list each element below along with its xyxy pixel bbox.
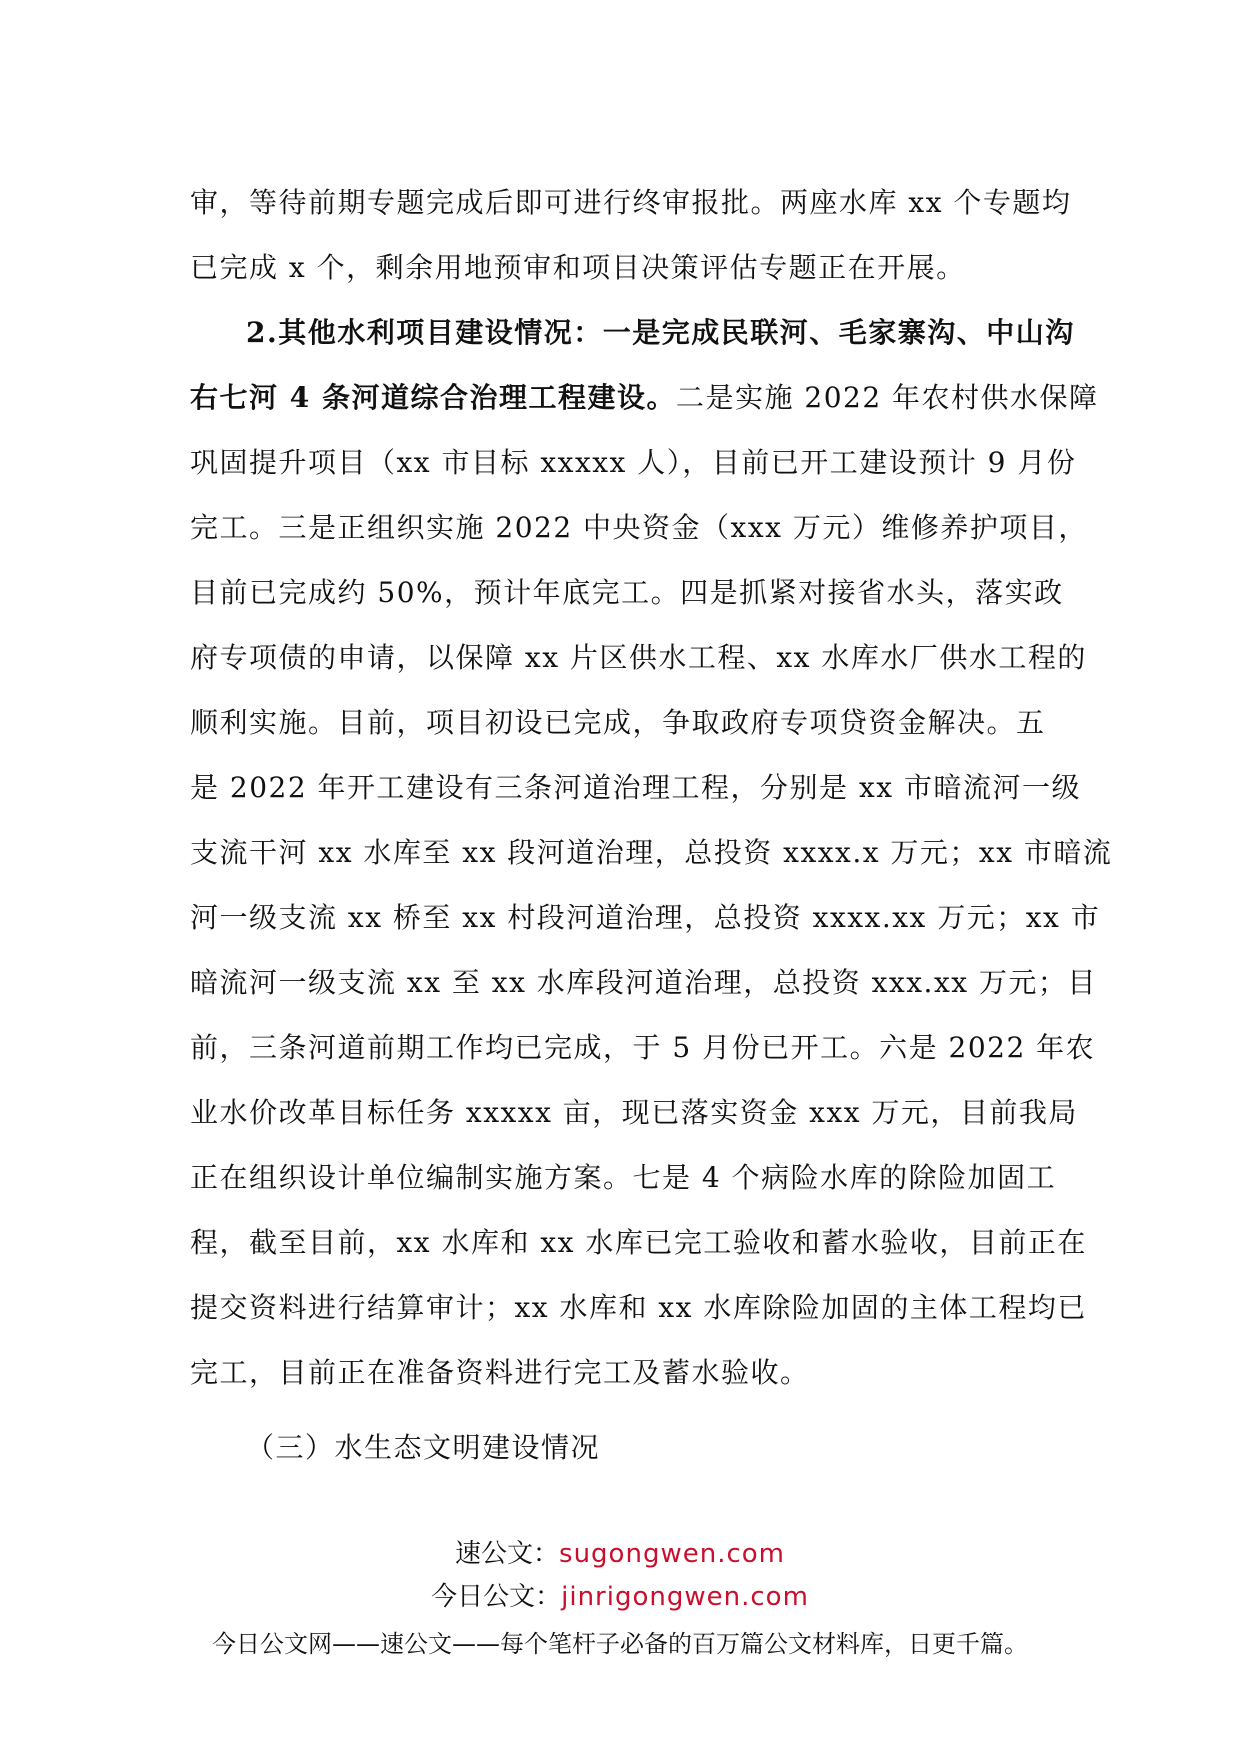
paragraph-line: 已完成 x 个，剩余用地预审和项目决策评估专题正在开展。 — [190, 251, 966, 284]
section-heading: （三）水生态文明建设情况 — [246, 1431, 601, 1464]
footer-link-sugongwen[interactable]: sugongwen.com — [559, 1539, 785, 1569]
paragraph-line: 河一级支流 xx 桥至 xx 村段河道治理，总投资 xxxx.xx 万元；xx 市 — [190, 901, 1101, 934]
paragraph-line: 完工，目前正在准备资料进行完工及蓄水验收。 — [190, 1356, 810, 1389]
paragraph-text: 二是实施 2022 年农村供水保障 — [675, 381, 1099, 414]
paragraph-line — [190, 300, 1075, 365]
paragraph-line: 正在组织设计单位编制实施方案。七是 4 个病险水库的除险加固工 — [190, 1161, 1057, 1194]
paragraph-line: 是 2022 年开工建设有三条河道治理工程，分别是 xx 市暗流河一级 — [190, 771, 1081, 804]
paragraph-line: 暗流河一级支流 xx 至 xx 水库段河道治理，总投资 xxx.xx 万元；目 — [190, 966, 1097, 999]
paragraph-line: 支流干河 xx 水库至 xx 段河道治理，总投资 xxxx.x 万元；xx 市暗流 — [190, 836, 1113, 869]
paragraph-line: 目前已完成约 50%，预计年底完工。四是抓紧对接省水头，落实政 — [190, 576, 1064, 609]
paragraph-line: 提交资料进行结算审计；xx 水库和 xx 水库除险加固的主体工程均已 — [190, 1291, 1087, 1324]
footer-line-jinrigongwen — [0, 1578, 1240, 1616]
paragraph-line: 完工。三是正组织实施 2022 中央资金（xxx 万元）维修养护项目， — [190, 511, 1088, 544]
paragraph-line: 前，三条河道前期工作均已完成，于 5 月份已开工。六是 2022 年农 — [190, 1031, 1096, 1064]
footer-label: 速公文： — [455, 1539, 560, 1569]
paragraph-line: 审，等待前期专题完成后即可进行终审报批。两座水库 xx 个专题均 — [190, 186, 1072, 219]
footer-label: 今日公文： — [431, 1582, 562, 1612]
paragraph-line: 府专项债的申请，以保障 xx 片区供水工程、xx 水库水厂供水工程的 — [190, 641, 1087, 674]
bold-heading-text: 2.其他水利项目建设情况：一是完成民联河、毛家寨沟、中山沟 — [246, 316, 1075, 349]
paragraph-line: 顺利实施。目前，项目初设已完成，争取政府专项贷资金解决。五 — [190, 706, 1046, 739]
paragraph-line: 程，截至目前，xx 水库和 xx 水库已完工验收和蓄水验收，目前正在 — [190, 1226, 1087, 1259]
paragraph-line — [190, 365, 1099, 430]
document-body — [190, 170, 1113, 1405]
footer-link-jinrigongwen[interactable]: jinrigongwen.com — [561, 1582, 809, 1612]
bold-heading-text: 右七河 4 条河道综合治理工程建设。 — [190, 381, 676, 414]
footer-line-sugongwen — [0, 1535, 1240, 1573]
footer-slogan: 今日公文网——速公文——每个笔杆子必备的百万篇公文材料库，日更千篇。 — [212, 1630, 1028, 1658]
paragraph-line: 业水价改革目标任务 xxxxx 亩，现已落实资金 xxx 万元，目前我局 — [190, 1096, 1078, 1129]
paragraph-line: 巩固提升项目（xx 市目标 xxxxx 人），目前已开工建设预计 9 月份 — [190, 446, 1077, 479]
